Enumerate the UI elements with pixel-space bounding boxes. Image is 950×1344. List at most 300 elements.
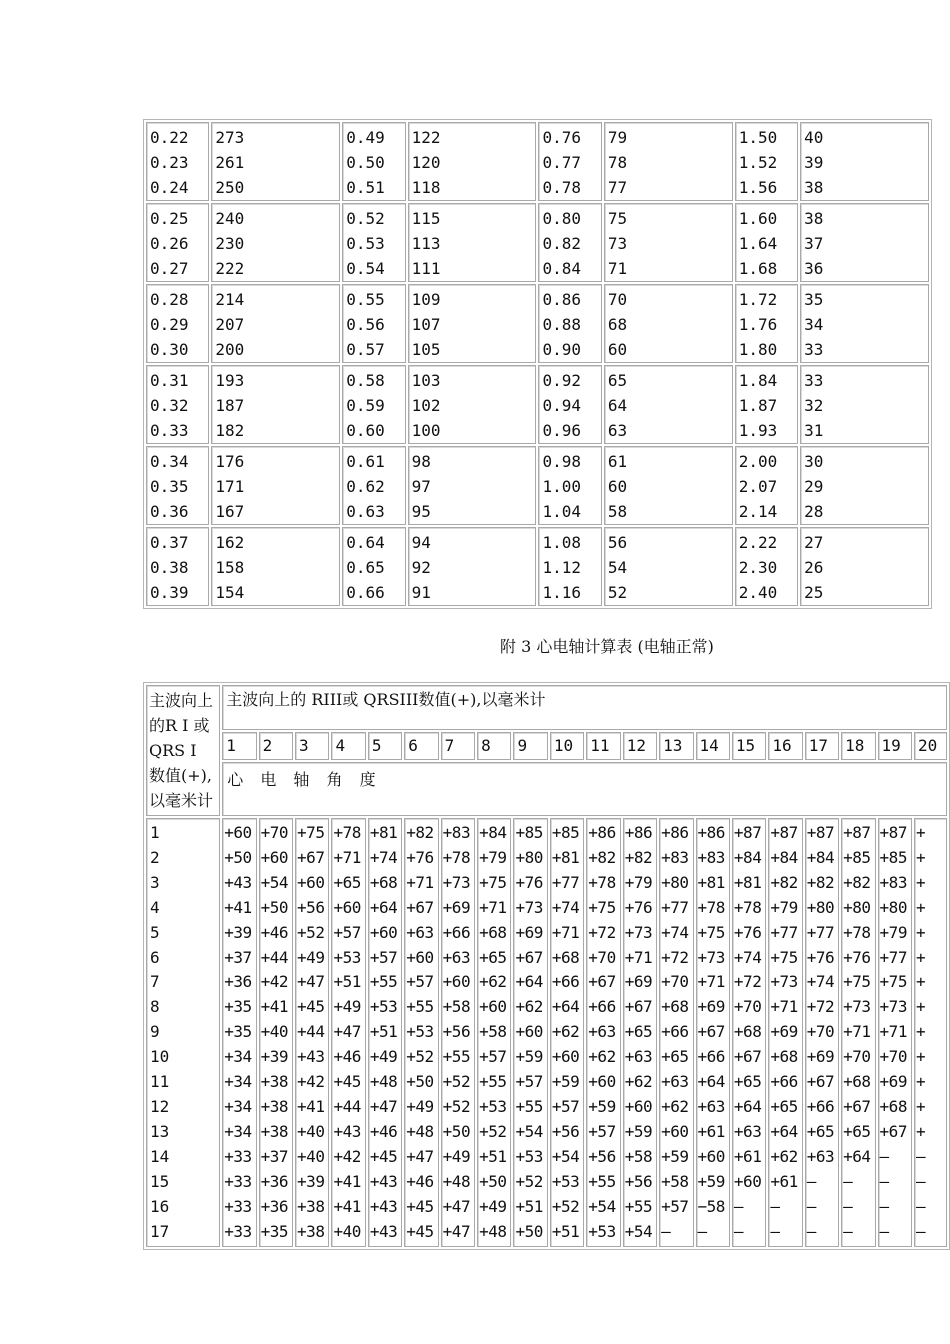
ratio-value: 0.38 xyxy=(150,558,189,577)
angle-value: +65 xyxy=(624,1022,653,1042)
angle-value: +83 xyxy=(661,847,689,867)
angle-value: +56 xyxy=(588,1146,616,1166)
angle-value: +38 xyxy=(297,1196,325,1216)
angle-value: +46 xyxy=(369,1121,398,1141)
angle-value: +57 xyxy=(369,947,398,967)
ratio-value: 1.00 xyxy=(542,477,581,496)
row-labels xyxy=(146,818,220,1247)
ratio-value: 58 xyxy=(607,502,628,521)
angle-value: +39 xyxy=(224,922,252,942)
angle-value: + xyxy=(915,847,926,867)
ratio-value: 0.34 xyxy=(150,452,189,471)
angle-value: +59 xyxy=(551,1072,580,1092)
angle-value: +55 xyxy=(588,1171,616,1191)
angle-value: +85 xyxy=(551,823,580,842)
angle-value: +37 xyxy=(260,1146,289,1166)
angle-value: + xyxy=(915,1121,926,1141)
angle-value: +66 xyxy=(442,922,471,942)
angle-value: +85 xyxy=(515,823,543,842)
col-number: 3 xyxy=(295,732,329,760)
top-header: 主波向上的 RIII或 QRSIII数值(+),以毫米计 xyxy=(222,685,947,730)
ratio-cell xyxy=(800,446,929,525)
ratio-value: 113 xyxy=(411,234,441,253)
angle-value: +68 xyxy=(479,922,507,942)
ratio-cell xyxy=(735,122,798,201)
angle-value: +65 xyxy=(733,1072,762,1092)
ratio-cell xyxy=(538,122,601,201)
ratio-value: 0.84 xyxy=(542,259,581,278)
ratio-value: 0.59 xyxy=(346,396,385,415)
angle-value: +60 xyxy=(551,1047,580,1067)
ratio-value: 56 xyxy=(607,533,628,552)
ratio-value: 1.12 xyxy=(542,558,581,577)
col-number: 9 xyxy=(513,732,547,760)
angle-value: +49 xyxy=(333,997,361,1017)
ratio-cell xyxy=(342,122,405,201)
ratio-value: 25 xyxy=(804,583,824,602)
angle-value: +71 xyxy=(551,922,580,942)
ratio-value: 105 xyxy=(411,340,441,359)
angle-value: +50 xyxy=(406,1072,434,1092)
angle-value: — xyxy=(806,1171,816,1191)
ratio-value: 1.93 xyxy=(738,421,778,440)
ratio-value: 109 xyxy=(411,290,441,309)
angle-value: +64 xyxy=(515,972,543,992)
angle-value: +75 xyxy=(879,972,907,992)
angle-value: +73 xyxy=(879,997,907,1017)
angle-value: +62 xyxy=(479,972,507,992)
angle-value: — xyxy=(697,1221,707,1241)
ratio-cell xyxy=(146,122,209,201)
angle-value: +78 xyxy=(333,823,361,842)
ratio-value: 102 xyxy=(411,396,441,415)
row-label: 10 xyxy=(150,1047,170,1067)
angle-value: +70 xyxy=(806,1022,835,1042)
angle-value: +75 xyxy=(479,872,507,892)
angle-value: +48 xyxy=(479,1221,507,1241)
angle-value: +53 xyxy=(479,1096,507,1116)
angle-value: +45 xyxy=(406,1196,434,1216)
ratio-value: 0.28 xyxy=(150,290,189,309)
angle-value: +39 xyxy=(297,1171,325,1191)
ratio-value: 187 xyxy=(215,396,245,415)
angle-value: +77 xyxy=(551,872,580,892)
ratio-value: 70 xyxy=(607,290,628,309)
angle-value: +44 xyxy=(333,1096,361,1116)
angle-value: +85 xyxy=(879,847,907,867)
angle-value: +65 xyxy=(333,872,361,892)
angle-value: +52 xyxy=(442,1072,471,1092)
row-label: 6 xyxy=(150,947,160,967)
angle-value: +40 xyxy=(297,1146,325,1166)
angle-value: +73 xyxy=(843,997,871,1017)
angle-value: +67 xyxy=(297,847,325,867)
col-number: 16 xyxy=(768,732,802,760)
angle-value: — xyxy=(733,1221,744,1241)
ratio-value: 0.66 xyxy=(346,583,385,602)
angle-value: +45 xyxy=(333,1072,361,1092)
ratio-value: 0.90 xyxy=(542,340,581,359)
angle-value: +55 xyxy=(479,1072,507,1092)
angle-value: +60 xyxy=(224,823,252,842)
left-header: 主波向上的R I 或 QRS I 数值(+),以毫米计 xyxy=(146,685,220,816)
angle-value: +82 xyxy=(806,872,835,892)
angle-value: +74 xyxy=(733,947,762,967)
angle-value: +68 xyxy=(369,872,398,892)
ratio-value: 120 xyxy=(411,153,441,172)
ratio-value: 60 xyxy=(607,340,628,359)
angle-value: +86 xyxy=(661,823,689,842)
angle-value: +66 xyxy=(697,1047,725,1067)
ratio-value: 29 xyxy=(804,477,824,496)
angle-value: +70 xyxy=(661,972,689,992)
ratio-cell xyxy=(800,365,929,444)
ratio-cell xyxy=(735,446,798,525)
ratio-value: 107 xyxy=(411,315,441,334)
angle-value: +67 xyxy=(843,1096,871,1116)
angle-value: +80 xyxy=(515,847,543,867)
angle-value: +42 xyxy=(260,972,289,992)
row-label: 4 xyxy=(150,897,160,917)
angle-value: +52 xyxy=(442,1096,471,1116)
col-number: 13 xyxy=(659,732,693,760)
ratio-cell xyxy=(211,527,340,606)
angle-value: +59 xyxy=(588,1096,616,1116)
angle-value: +64 xyxy=(369,897,398,917)
angle-value: +71 xyxy=(406,872,434,892)
angle-value: +40 xyxy=(333,1221,361,1241)
angle-value: +38 xyxy=(260,1096,289,1116)
angle-value: +86 xyxy=(624,823,653,842)
angle-value: +71 xyxy=(624,947,653,967)
ratio-value: 1.04 xyxy=(542,502,581,521)
ratio-value: 0.31 xyxy=(150,371,189,390)
angle-value: + xyxy=(915,1047,926,1067)
angle-value: +67 xyxy=(588,972,616,992)
ratio-cell xyxy=(800,527,929,606)
ratio-cell xyxy=(538,284,601,363)
ratio-value: 78 xyxy=(607,153,628,172)
angle-value: +49 xyxy=(479,1196,507,1216)
angle-value: +52 xyxy=(551,1196,580,1216)
angle-value: — xyxy=(879,1221,889,1241)
angle-value: +77 xyxy=(806,922,835,942)
angle-value: +51 xyxy=(369,1022,398,1042)
angle-value: +75 xyxy=(588,897,616,917)
angle-value: — xyxy=(843,1196,853,1216)
angle-value: +81 xyxy=(697,872,725,892)
ratio-value: 0.36 xyxy=(150,502,189,521)
ratio-value: 0.86 xyxy=(542,290,581,309)
angle-column xyxy=(441,818,475,1247)
ratio-value: 0.27 xyxy=(150,259,189,278)
angle-value: +54 xyxy=(588,1196,616,1216)
row-label: 5 xyxy=(150,922,160,942)
row-label: 11 xyxy=(150,1072,170,1092)
angle-value: +52 xyxy=(297,922,325,942)
ratio-value: 0.50 xyxy=(346,153,385,172)
col-number: 20 xyxy=(914,732,947,760)
angle-value: +47 xyxy=(442,1196,471,1216)
angle-value: +74 xyxy=(806,972,835,992)
ratio-cell xyxy=(604,446,733,525)
col-number: 19 xyxy=(878,732,912,760)
angle-value: +53 xyxy=(551,1171,580,1191)
ratio-value: 34 xyxy=(804,315,824,334)
ratio-cell xyxy=(735,284,798,363)
angle-value: +38 xyxy=(297,1221,325,1241)
angle-value: +45 xyxy=(369,1146,398,1166)
angle-value: +63 xyxy=(624,1047,653,1067)
angle-value: +87 xyxy=(733,823,762,842)
angle-value: +64 xyxy=(843,1146,871,1166)
ratio-cell xyxy=(800,122,929,201)
row-label: 16 xyxy=(150,1196,170,1216)
angle-column xyxy=(914,818,947,1247)
ratio-value: 52 xyxy=(607,583,628,602)
angle-value: +35 xyxy=(224,1022,252,1042)
angle-value: +60 xyxy=(260,847,289,867)
angle-value: +66 xyxy=(770,1072,798,1092)
angle-value: +71 xyxy=(843,1022,871,1042)
angle-value: +76 xyxy=(624,897,653,917)
col-number: 1 xyxy=(222,732,256,760)
angle-value: +64 xyxy=(697,1072,725,1092)
angle-value: +74 xyxy=(661,922,689,942)
ratio-cell xyxy=(408,527,537,606)
ratio-value: 0.55 xyxy=(346,290,385,309)
ratio-value: 0.53 xyxy=(346,234,385,253)
ratio-value: 0.98 xyxy=(542,452,581,471)
angle-value: −58 xyxy=(697,1196,725,1216)
angle-value: +47 xyxy=(442,1221,471,1241)
angle-value: +60 xyxy=(624,1096,653,1116)
col-number: 4 xyxy=(331,732,365,760)
ratio-cell xyxy=(408,446,537,525)
ratio-cell xyxy=(211,446,340,525)
angle-value: +60 xyxy=(406,947,434,967)
angle-value: — xyxy=(879,1171,889,1191)
col-number: 8 xyxy=(477,732,511,760)
angle-value: +68 xyxy=(733,1022,762,1042)
ratio-value: 31 xyxy=(804,421,824,440)
angle-value: +60 xyxy=(442,972,471,992)
angle-value: +53 xyxy=(515,1146,543,1166)
angle-column xyxy=(659,818,693,1247)
angle-value: +63 xyxy=(697,1096,725,1116)
angle-value: +66 xyxy=(661,1022,689,1042)
angle-value: +60 xyxy=(297,872,325,892)
angle-value: +46 xyxy=(406,1171,434,1191)
angle-value: +46 xyxy=(333,1047,361,1067)
angle-value: +54 xyxy=(260,872,289,892)
angle-value: +72 xyxy=(661,947,689,967)
angle-value: +60 xyxy=(515,1022,543,1042)
angle-value: +65 xyxy=(806,1121,835,1141)
angle-value: +82 xyxy=(406,823,434,842)
ratio-value: 111 xyxy=(411,259,441,278)
angle-value: +63 xyxy=(733,1121,762,1141)
angle-value: +79 xyxy=(479,847,507,867)
ratio-cell xyxy=(604,365,733,444)
angle-value: +33 xyxy=(224,1146,252,1166)
ratio-cell xyxy=(538,446,601,525)
ratio-value: 2.22 xyxy=(738,533,778,552)
angle-value: +51 xyxy=(551,1221,580,1241)
ratio-value: 36 xyxy=(804,259,824,278)
angle-value: +55 xyxy=(442,1047,471,1067)
angle-value: +58 xyxy=(661,1171,689,1191)
ratio-cell xyxy=(604,122,733,201)
angle-value: +58 xyxy=(442,997,471,1017)
ratio-value: 0.35 xyxy=(150,477,189,496)
angle-value: +59 xyxy=(661,1146,689,1166)
angle-value: +66 xyxy=(806,1096,835,1116)
ratio-block-row xyxy=(146,365,929,444)
angle-value: +60 xyxy=(588,1072,616,1092)
angle-value: +72 xyxy=(806,997,835,1017)
ratio-value: 273 xyxy=(215,128,245,147)
ratio-value: 35 xyxy=(804,290,824,309)
ratio-block-row xyxy=(146,527,929,606)
angle-value: +70 xyxy=(879,1047,907,1067)
angle-value: +56 xyxy=(442,1022,471,1042)
angle-value: +62 xyxy=(588,1047,616,1067)
angle-column xyxy=(732,818,766,1247)
angle-value: +75 xyxy=(770,947,798,967)
angle-value: +78 xyxy=(843,922,871,942)
ratio-cell xyxy=(800,284,929,363)
row-label: 3 xyxy=(150,872,160,892)
angle-value: +76 xyxy=(806,947,835,967)
ratio-value: 0.30 xyxy=(150,340,189,359)
ratio-value: 2.00 xyxy=(738,452,778,471)
ratio-value: 33 xyxy=(804,340,824,359)
ratio-value: 0.64 xyxy=(346,533,385,552)
angle-value: +57 xyxy=(333,922,361,942)
angle-value: +33 xyxy=(224,1221,252,1241)
angle-value: +40 xyxy=(260,1022,289,1042)
angle-value: +72 xyxy=(733,972,762,992)
axis-table-viewport xyxy=(143,682,950,1241)
angle-value: +76 xyxy=(733,922,762,942)
angle-value: +52 xyxy=(406,1047,434,1067)
angle-value: +55 xyxy=(406,997,434,1017)
angle-value: +65 xyxy=(770,1096,798,1116)
angle-value: +38 xyxy=(260,1121,289,1141)
angle-column xyxy=(623,818,657,1247)
ratio-value: 200 xyxy=(215,340,245,359)
ratio-cell xyxy=(342,203,405,282)
ratio-value: 94 xyxy=(411,533,431,552)
angle-value: +56 xyxy=(297,897,325,917)
angle-value: +43 xyxy=(333,1121,361,1141)
angle-column xyxy=(805,818,839,1247)
ratio-value: 0.25 xyxy=(150,209,189,228)
ratio-value: 1.80 xyxy=(738,340,778,359)
ratio-value: 176 xyxy=(215,452,245,471)
ratio-cell xyxy=(146,203,209,282)
col-number: 7 xyxy=(441,732,475,760)
row-label: 9 xyxy=(150,1022,160,1042)
angle-value: +68 xyxy=(661,997,689,1017)
col-number: 15 xyxy=(732,732,766,760)
angle-value: +86 xyxy=(697,823,725,842)
angle-value: +69 xyxy=(806,1047,835,1067)
angle-value: +58 xyxy=(624,1146,653,1166)
ratio-value: 39 xyxy=(804,153,824,172)
angle-value: +56 xyxy=(624,1171,653,1191)
angle-value: +82 xyxy=(770,872,798,892)
angle-value: +57 xyxy=(406,972,434,992)
angle-value: +69 xyxy=(515,922,543,942)
ratio-value: 40 xyxy=(804,128,824,147)
angle-value: +68 xyxy=(879,1096,907,1116)
angle-value: +76 xyxy=(843,947,871,967)
angle-value: +43 xyxy=(224,872,252,892)
ratio-value: 0.56 xyxy=(346,315,385,334)
ratio-value: 0.88 xyxy=(542,315,581,334)
row-label: 13 xyxy=(150,1121,170,1141)
angle-value: +70 xyxy=(733,997,762,1017)
ratio-value: 1.52 xyxy=(738,153,778,172)
angle-value: +70 xyxy=(843,1047,871,1067)
ratio-value: 167 xyxy=(215,502,245,521)
angle-value: +55 xyxy=(624,1196,653,1216)
angle-value: +69 xyxy=(624,972,653,992)
angle-value: +75 xyxy=(297,823,325,842)
ratio-cell xyxy=(146,365,209,444)
angle-column xyxy=(841,818,875,1247)
angle-value: +50 xyxy=(442,1121,471,1141)
angle-value: +49 xyxy=(297,947,325,967)
angle-column xyxy=(404,818,438,1247)
angle-value: +78 xyxy=(442,847,471,867)
ratio-value: 100 xyxy=(411,421,441,440)
ratio-value: 0.58 xyxy=(346,371,385,390)
ratio-value: 0.33 xyxy=(150,421,189,440)
angle-value: +84 xyxy=(806,847,835,867)
ratio-value: 0.77 xyxy=(542,153,581,172)
table-caption: 附 3 心电轴计算表 (电轴正常) xyxy=(500,637,714,656)
angle-value: +44 xyxy=(260,947,289,967)
ratio-value: 207 xyxy=(215,315,245,334)
angle-value: +57 xyxy=(551,1096,580,1116)
angle-value: +53 xyxy=(333,947,361,967)
angle-value: +71 xyxy=(697,972,725,992)
angle-value: +80 xyxy=(843,897,871,917)
angle-value: +67 xyxy=(624,997,653,1017)
col-number: 12 xyxy=(623,732,657,760)
angle-value: +84 xyxy=(733,847,762,867)
angle-value: +63 xyxy=(806,1146,835,1166)
ratio-cell xyxy=(211,122,340,201)
ratio-value: 171 xyxy=(215,477,245,496)
col-number: 10 xyxy=(550,732,584,760)
angle-column xyxy=(696,818,730,1247)
ratio-value: 0.22 xyxy=(150,128,189,147)
ratio-cell xyxy=(604,527,733,606)
ratio-cell xyxy=(735,527,798,606)
angle-value: +71 xyxy=(333,847,361,867)
angle-value: +70 xyxy=(588,947,616,967)
angle-value: +81 xyxy=(551,847,580,867)
angle-value: +34 xyxy=(224,1121,252,1141)
angle-value: +80 xyxy=(879,897,907,917)
ratio-cell xyxy=(146,527,209,606)
ratio-value: 193 xyxy=(215,371,245,390)
angle-column xyxy=(550,818,584,1247)
